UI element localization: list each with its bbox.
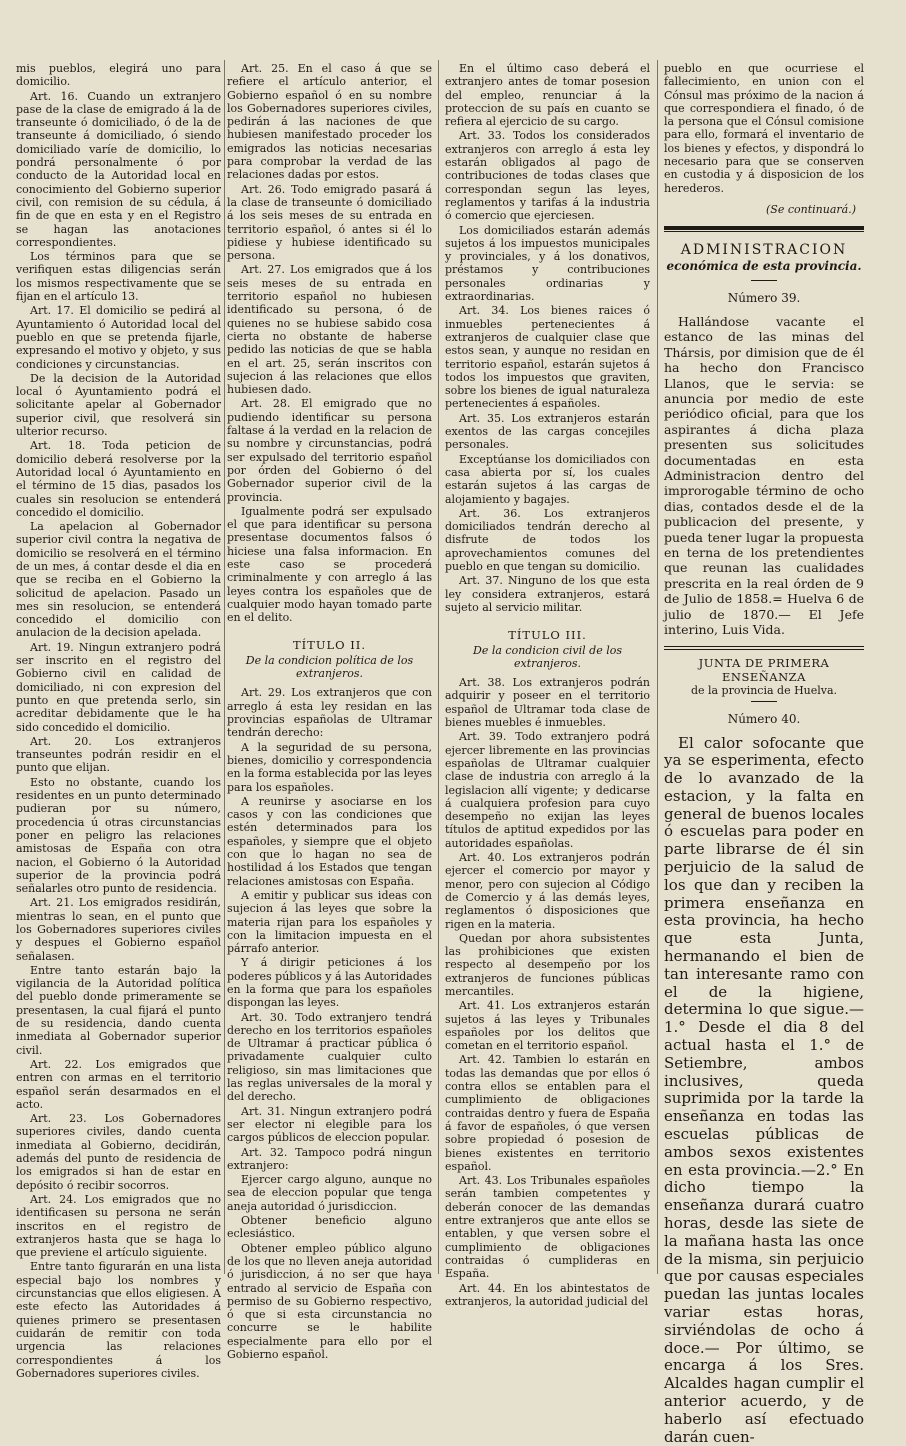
paragraph: Art. 42. Tambien lo estarán en todas las demandas que por ellos ó contra ellos se entablen para el cumplimiento de obligaciones contraidas dentro y fuera de España á favor de españoles, ó que versen sobre propiedad ó posesion de bienes existentes en territorio español. bbox=[445, 1053, 650, 1173]
paragraph: Art. 27. Los emigrados que á los seis meses de su entrada en territorio español no hubiesen identificado su persona, ó de quienes no se hubiese sabido cosa cierta no obstante de haberse pedido las noticias de que se habla en el art. 25, serán inscritos con sujecion á las relaciones que ellos hubiesen dado. bbox=[227, 263, 432, 396]
paragraph: Art. 34. Los bienes raices ó inmuebles pertenecientes á extranjeros de cualquier clase que estos sean, y aunque no residan en territorio español, estarán sujetos á todos los impuestos que graviten, sobre los bienes de igual naturaleza pertenecientes á españoles. bbox=[445, 304, 650, 410]
paragraph: Art. 23. Los Gobernadores superiores civiles, dando cuenta inmediata al Gobierno, decidirán, además del punto de residencia de los emigrados si han de estar en depósito ó recibir socorros. bbox=[16, 1112, 221, 1192]
column-1 bbox=[16, 62, 221, 1274]
paragraph: Art. 38. Los extranjeros podrán adquirir y poseer en el territorio español de Ultramar toda clase de bienes muebles é inmuebles. bbox=[445, 676, 650, 729]
paragraph: Art. 21. Los emigrados residirán, mientras lo sean, en el punto que los Gobernadores superiores civiles y despues el Gobierno español señalasen. bbox=[16, 896, 221, 962]
paragraph: Art. 43. Los Tribunales españoles serán tambien competentes y deberán conocer de las demandas entre extranjeros que ante ellos se entablen, y que versen sobre el cumplimiento de obligaciones contraidas ó cumplideras en España. bbox=[445, 1174, 650, 1280]
paragraph: Art. 26. Todo emigrado pasará á la clase de transeunte ó domiciliado á los seis meses de su entrada en territorio español, ó antes si él lo pidiese y hubiese identificado su persona. bbox=[227, 183, 432, 263]
paragraph: A reunirse y asociarse en los casos y con las condiciones que estén determinados para los españoles, y siempre que el objeto con que lo hagan no sea de hostilidad á los Estados que tengan relaciones amistosas con España. bbox=[227, 795, 432, 888]
column-3 bbox=[445, 62, 650, 1274]
section-heading: TÍTULO II. bbox=[227, 638, 432, 652]
notice-number: Número 40. bbox=[664, 712, 864, 727]
paragraph: Art. 19. Ningun extranjero podrá ser inscrito en el registro del Gobierno civil en calidad de domiciliado, ni con expresion del punto en que pretenda serlo, sin acreditar debidamente que le ha sido concedido el domicilio. bbox=[16, 641, 221, 734]
notice-text: Hallándose vacante el estanco de las minas del Thársis, por dimision que de él ha hecho don Francisco Llanos, que le servia: se anuncia por medio de este periódico oficial, para que los aspirantes á dicha plaza presenten sus solicitudes documentadas en esta Administracion dentro del improrogable término de ocho dias, contados desde el de la publicacion del presente, y pueda tener lugar la propuesta en terna de los pretendientes que reunan las cualidades prescrita en la real órden de 9 de Julio de 1858.= Huelva 6 de julio de 1870.— El Jefe interino, Luis Vida. bbox=[664, 314, 864, 638]
paragraph: Art. 28. El emigrado que no pudiendo identificar su persona faltase á la verdad en la relacion de su nombre y circunstancias, podrá ser expulsado del territorio español por órden del Gobierno ó del Gobernador superior civil de la provincia. bbox=[227, 397, 432, 503]
paragraph: Art. 32. Tampoco podrá ningun extranjero: bbox=[227, 1146, 432, 1173]
paragraph: En el último caso deberá el extranjero antes de tomar posesion del empleo, renunciar á la proteccion de su país en cuanto se refiera al ejercicio de su cargo. bbox=[445, 62, 650, 128]
divider bbox=[664, 226, 864, 230]
paragraph: Art. 25. En el caso á que se refiere el artículo anterior, el Gobierno español ó en su nombre los Gobernadores superiores civiles, pedirán á las naciones de que hubiesen manifestado proceder los emigrados las noticias necesarias para comprobar la verdad de las relaciones dadas por estos. bbox=[227, 62, 432, 182]
paragraph: Art. 44. En los abintestatos de extranjeros, la autoridad judicial del bbox=[445, 1282, 650, 1309]
paragraph: Obtener empleo público alguno de los que no lleven aneja autoridad ó jurisdiccion, á no ser que haya entrado al servicio de España con permiso de su Gobierno respectivo, ó que si esta circunstancia no concurre se le habilite especialmente para ello por el Gobierno español. bbox=[227, 1242, 432, 1362]
section-subtitle: De la condicion civil de los extranjeros. bbox=[445, 644, 650, 670]
column-rule bbox=[657, 60, 658, 1274]
paragraph: Entre tanto estarán bajo la vigilancia de la Autoridad política del pueblo donde primeramente se presentasen, la cual fijará el punto de su residencia, dando cuenta inmediata al Gobernador superior civil. bbox=[16, 964, 221, 1057]
column-rule bbox=[438, 60, 439, 1274]
paragraph: Art. 37. Ninguno de los que esta ley considera extranjeros, estará sujeto al servicio militar. bbox=[445, 574, 650, 614]
paragraph: A la seguridad de su persona, bienes, domicilio y correspondencia en la forma establecida por las leyes para los españoles. bbox=[227, 741, 432, 794]
paragraph: Art. 20. Los extranjeros transeuntes podrán residir en el punto que elijan. bbox=[16, 735, 221, 775]
paragraph: Art. 29. Los extranjeros que con arreglo á esta ley residan en las provincias españolas de Ultramar tendrán derecho: bbox=[227, 686, 432, 739]
notice-text: El calor sofocante que ya se esperimenta, efecto de lo avanzado de la estacion, y la falta en general de buenos locales ó escuelas para poder en parte librarse de él sin perjuicio de la salud de los que dan y reciben la primera enseñanza en esta provincia, ha hecho que esta Junta, hermanando el bien de tan interesante ramo con el de la higiene, determina lo que sigue.—1.° Desde el dia 8 del actual hasta el 1.° de Setiembre, ambos inclusives, queda suprimida por la tarde la enseñanza en todas las escuelas públicas de ambos sexos existentes en esta provincia.—2.° En dicho tiempo la enseñanza durará cuatro horas, desde las siete de la mañana hasta las once de la misma, sin perjuicio que por causas especiales puedan las juntas locales variar estas horas, sirviéndolas de ocho á doce.— Por último, se encarga á los Sres. Alcaldes hagan cumplir el anterior acuerdo, y de haberlo así efectuado darán cuen- bbox=[664, 735, 864, 1446]
column-rule bbox=[224, 60, 225, 1274]
divider bbox=[664, 231, 864, 232]
paragraph: Ejercer cargo alguno, aunque no sea de eleccion popular que tenga aneja autoridad ó jurisdiccion. bbox=[227, 1173, 432, 1213]
divider bbox=[751, 701, 777, 702]
admin-subheading: económica de esta provincia. bbox=[664, 259, 864, 274]
section-subtitle: De la condicion política de los extranjeros. bbox=[227, 654, 432, 680]
paragraph: Art. 40. Los extranjeros podrán ejercer el comercio por mayor y menor, pero con sujecion al Código de Comercio y á las demás leyes, reglamentos ó disposiciones que rigen en la materia. bbox=[445, 851, 650, 931]
paragraph: Art. 39. Todo extranjero podrá ejercer libremente en las provincias españolas de Ultramar cualquier clase de industria con arreglo á la legislacion allí vigente; y dedicarse á cualquiera profesion para cuyo desempeño no exijan las leyes títulos de aptitud expedidos por las autoridades españolas. bbox=[445, 730, 650, 850]
paragraph: Art. 17. El domicilio se pedirá al Ayuntamiento ó Autoridad local del pueblo en que se pretenda fijarle, expresando el motivo y objeto, y sus condiciones y circunstancias. bbox=[16, 304, 221, 370]
paragraph: Quedan por ahora subsistentes las prohibiciones que existen respecto al desempeño por los extranjeros de funciones públicas mercantiles. bbox=[445, 932, 650, 998]
divider bbox=[664, 646, 864, 650]
paragraph: mis pueblos, elegirá uno para domicilio. bbox=[16, 62, 221, 89]
paragraph: A emitir y publicar sus ideas con sujecion á las leyes que sobre la materia rijan para los españoles y con la limitacion impuesta en el párrafo anterior. bbox=[227, 889, 432, 955]
continued-note: (Se continuará.) bbox=[664, 203, 856, 216]
paragraph: La apelacion al Gobernador superior civil contra la negativa de domicilio se resolverá en el término de un mes, á contar desde el dia en que se reciba en el Gobierno la solicitud de apelacion. Pasado un mes sin resolucion, se entenderá concedido el domicilio con anulacion de la decision apelada. bbox=[16, 520, 221, 640]
paragraph: Los domiciliados estarán además sujetos á los impuestos municipales y provinciales, y á los donativos, préstamos y contribuciones personales ordinarias y extraordinarias. bbox=[445, 224, 650, 304]
column-2 bbox=[227, 62, 432, 1274]
paragraph: Igualmente podrá ser expulsado el que para identificar su persona presentase documentos falsos ó hiciese una falsa informacion. En este caso se procederá criminalmente y con arreglo á las leyes contra los españoles que de cualquier modo hayan tomado parte en el delito. bbox=[227, 505, 432, 625]
paragraph: Obtener beneficio alguno eclesiástico. bbox=[227, 1214, 432, 1241]
paragraph: Art. 36. Los extranjeros domiciliados tendrán derecho al disfrute de todos los aprovechamientos comunes del pueblo en que tengan su domicilio. bbox=[445, 507, 650, 573]
divider bbox=[751, 280, 777, 281]
paragraph: Art. 16. Cuando un extranjero pase de la clase de emigrado á la de transeunte ó domiciliado, ó de la de transeunte á domiciliado, ó siendo domiciliado varíe de domicilio, lo pondrá personalmente ó por conducto de la Autoridad local en conocimiento del Gobierno superior civil, con remision de su cédula, á fin de que en esta y en el Registro se hagan las anotaciones correspondientes. bbox=[16, 90, 221, 250]
paragraph: Y á dirigir peticiones á los poderes públicos y á las Autoridades en la forma que para los españoles dispongan las leyes. bbox=[227, 956, 432, 1009]
column-4 bbox=[664, 62, 864, 1274]
paragraph: Art. 35. Los extranjeros estarán exentos de las cargas concejiles personales. bbox=[445, 412, 650, 452]
paragraph: Esto no obstante, cuando los residentes en un punto determinado pudieran por su número, procedencia ú otras circunstancias poner en peligro las relaciones amistosas de España con otra nacion, el Gobierno ó la Autoridad superior de la provincia podrá señalarles otro punto de residencia. bbox=[16, 776, 221, 896]
admin-heading: ADMINISTRACION bbox=[664, 242, 864, 259]
paragraph: Art. 18. Toda peticion de domicilio deberá resolverse por la Autoridad local ó Ayuntamiento en el término de 15 dias, pasados los cuales sin resolucion se entenderá concedido el domicilio. bbox=[16, 439, 221, 519]
paragraph: Art. 41. Los extranjeros estarán sujetos á las leyes y Tribunales españoles por los delitos que cometan en el territorio español. bbox=[445, 999, 650, 1052]
paragraph: Art. 31. Ningun extranjero podrá ser elector ni elegible para los cargos públicos de eleccion popular. bbox=[227, 1105, 432, 1145]
paragraph: pueblo en que ocurriese el fallecimiento, en union con el Cónsul mas próximo de la nacion á que correspondiera el finado, ó de la persona que el Cónsul comisione para ello, formará el inventario de los bienes y efectos, y dispondrá lo necesario para que se conserven en custodia y á disposicion de los herederos. bbox=[664, 62, 864, 195]
junta-heading: JUNTA DE PRIMERA ENSEÑANZA bbox=[664, 656, 864, 684]
paragraph: Art. 30. Todo extranjero tendrá derecho en los territorios españoles de Ultramar á practicar pública ó privadamente cualquier culto religioso, sin mas limitaciones que las reglas universales de la moral y del derecho. bbox=[227, 1011, 432, 1104]
notice-number: Número 39. bbox=[664, 291, 864, 306]
junta-subheading: de la provincia de Huelva. bbox=[664, 684, 864, 697]
paragraph: Art. 24. Los emigrados que no identificasen su persona ne serán inscritos en el registro de extranjeros hasta que se haga lo que previene el artículo siguiente. bbox=[16, 1193, 221, 1259]
paragraph: Art. 22. Los emigrados que entren con armas en el territorio español serán desarmados en el acto. bbox=[16, 1058, 221, 1111]
paragraph: Exceptúanse los domiciliados con casa abierta por sí, los cuales estarán sujetos á las cargas de alojamiento y bagajes. bbox=[445, 453, 650, 506]
paragraph: Entre tanto figurarán en una lista especial bajo los nombres y circunstancias que ellos eligiesen. A este efecto las Autoridades á quienes primero se presentasen cuidarán de remitir con toda urgencia las relaciones correspondientes á los Gobernadores superiores civiles. bbox=[16, 1260, 221, 1380]
section-heading: TÍTULO III. bbox=[445, 628, 650, 642]
paragraph: Los términos para que se verifiquen estas diligencias serán los mismos respectivamente que se fijan en el artículo 13. bbox=[16, 250, 221, 303]
paragraph: De la decision de la Autoridad local ó Ayuntamiento podrá el solicitante apelar al Gobernador superior civil, que resolverá sin ulterior recurso. bbox=[16, 372, 221, 438]
paragraph: Art. 33. Todos los considerados extranjeros con arreglo á esta ley estarán obligados al pago de contribuciones de todas clases que correspondan segun las leyes, reglamentos y tarifas á la industria ó comercio que ejerciesen. bbox=[445, 129, 650, 222]
